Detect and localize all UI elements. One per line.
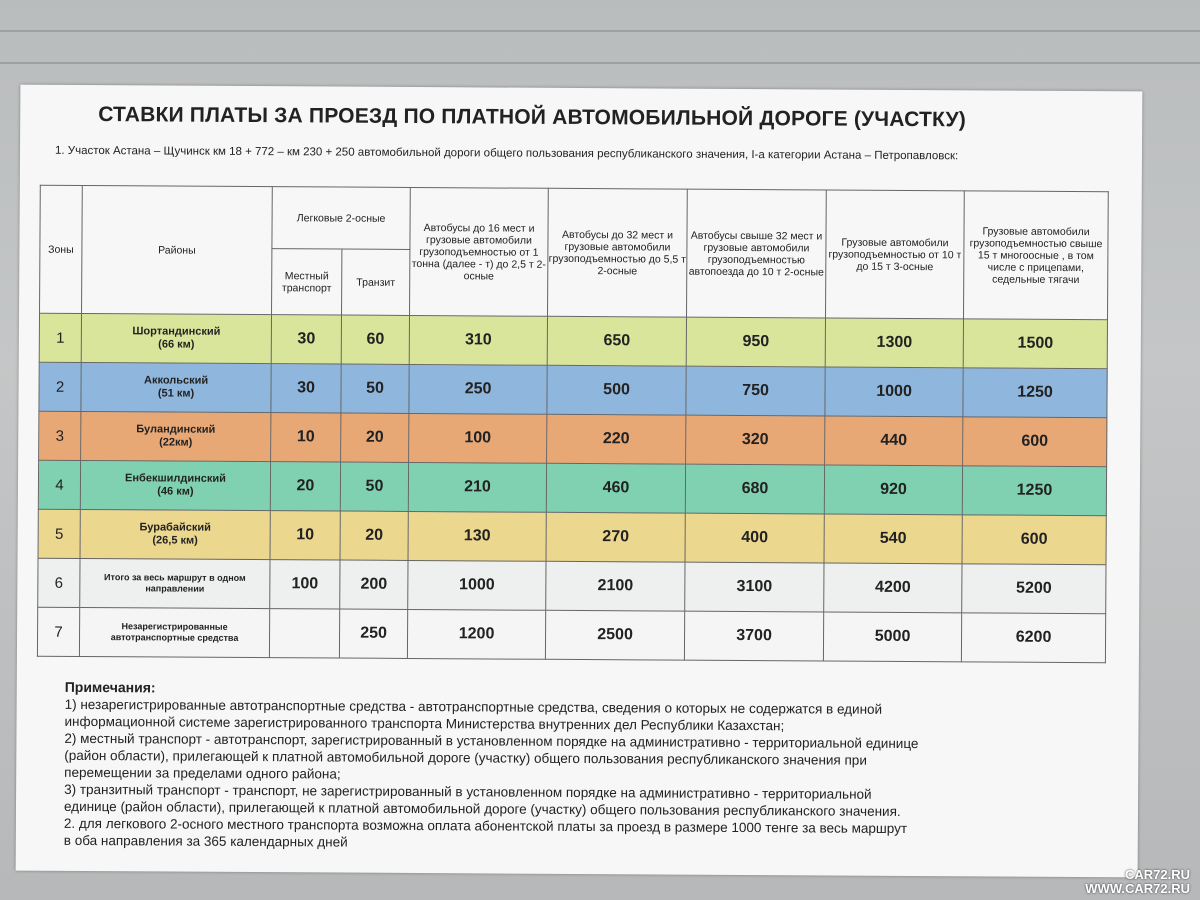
header-cars: Легковые 2-осные <box>272 187 410 250</box>
notes-heading: Примечания: <box>64 678 156 696</box>
truck15-rate-cell: 1500 <box>963 319 1107 369</box>
district-cell <box>79 607 269 657</box>
header-truck15: Грузовые автомобили грузоподъемностью свыше 15 т многоосные , в том числе с прицепами, седельные тягачи <box>964 191 1109 320</box>
district-cell <box>81 313 271 363</box>
district-length: (46 км) <box>157 485 194 498</box>
wall-groove <box>0 30 1200 32</box>
table-row <box>38 509 1106 565</box>
district-cell <box>81 411 271 461</box>
bus32-rate-cell: 2500 <box>545 610 684 660</box>
table-row <box>39 362 1107 418</box>
watermark <box>1085 868 1190 896</box>
transit-rate-cell: 20 <box>341 413 409 462</box>
bus32plus-rate-cell: 680 <box>685 464 824 514</box>
bus32plus-rate-cell: 750 <box>686 366 825 416</box>
truck10-rate-cell: 1000 <box>825 367 963 417</box>
bus32plus-rate-cell: 320 <box>686 415 825 465</box>
sign-subtitle: 1. Участок Астана – Щучинск км 18 + 772 – км 230 + 250 автомобильной дороги общего пользования республиканского значения, I-а категории Астана – Петропавловск: <box>54 144 959 163</box>
district-name: Итого за весь маршрут в одном направлении <box>104 572 246 594</box>
header-bus32: Автобусы до 32 мест и грузовые автомобили грузоподъемностью до 5,5 т 2-осные <box>548 188 688 317</box>
note-line: информационной системе зарегистрированного транспорта Министерства внутренних дел Республики Казахстан; <box>64 713 785 734</box>
table-row <box>39 411 1107 467</box>
bus16-rate-cell: 100 <box>409 413 547 463</box>
truck15-rate-cell: 600 <box>963 417 1107 467</box>
watermark-line2: WWW.CAR72.RU <box>1085 881 1190 896</box>
note-line: в оба направления за 365 календарных дней <box>63 832 348 850</box>
local-rate-cell: 10 <box>270 511 340 560</box>
header-transit: Транзит <box>342 249 410 315</box>
district-length: (51 км) <box>157 387 195 400</box>
bus32plus-rate-cell: 3700 <box>684 611 823 661</box>
transit-rate-cell: 50 <box>340 462 408 511</box>
district-cell <box>80 509 270 559</box>
bus32-rate-cell: 270 <box>546 512 685 562</box>
truck15-rate-cell: 600 <box>962 515 1106 565</box>
table-row <box>37 607 1105 663</box>
district-length: (66 км) <box>158 338 195 351</box>
zone-cell: 6 <box>38 558 80 607</box>
note-line: 2) местный транспорт - автотранспорт, зарегистрированный в установленном порядке на административно - территориальной единице <box>64 730 919 752</box>
header-bus16: Автобусы до 16 мест и грузовые автомобили грузоподъемностью от 1 тонна (далее - т) до 2,5 т 2-осные <box>410 187 549 316</box>
bus16-rate-cell: 310 <box>409 315 547 365</box>
note-line: (район области), прилегающей к платной автомобильной дороге (участку) общего пользования республиканского значения при <box>64 747 867 768</box>
truck15-rate-cell: 5200 <box>962 564 1106 614</box>
local-rate-cell: 30 <box>271 315 341 364</box>
table-row <box>38 558 1106 614</box>
header-bus32plus: Автобусы свыше 32 мест и грузовые автомобили грузоподъемностью автопоезда до 10 т 2-осные <box>687 189 827 318</box>
district-name: Шортандинский <box>132 325 221 338</box>
truck10-rate-cell: 920 <box>824 465 962 515</box>
header-local: Местный транспорт <box>272 249 342 315</box>
truck10-rate-cell: 4200 <box>824 563 962 613</box>
zone-cell: 1 <box>39 313 81 362</box>
watermark-line1: CAR72.RU <box>1124 867 1190 882</box>
truck15-rate-cell: 1250 <box>963 368 1107 418</box>
district-length: (26,5 км) <box>152 534 198 547</box>
truck15-rate-cell: 1250 <box>962 466 1106 516</box>
note-line: перемещении за пределами одного района; <box>64 764 341 782</box>
transit-rate-cell: 20 <box>340 511 408 560</box>
transit-rate-cell: 250 <box>339 609 407 658</box>
zone-cell: 3 <box>39 411 81 460</box>
local-rate-cell: 100 <box>270 560 340 609</box>
district-name: Буландинский <box>136 423 216 436</box>
local-rate-cell: 30 <box>271 364 341 413</box>
bus16-rate-cell: 1200 <box>407 609 545 659</box>
toll-rates-sign <box>16 85 1143 878</box>
district-name: Енбекшилдинский <box>125 472 226 485</box>
district-length: (22км) <box>159 436 193 449</box>
bus32-rate-cell: 2100 <box>546 561 685 611</box>
local-rate-cell: 20 <box>270 462 340 511</box>
zone-cell: 5 <box>38 509 80 558</box>
zone-cell: 2 <box>39 362 81 411</box>
sign-title: СТАВКИ ПЛАТЫ ЗА ПРОЕЗД ПО ПЛАТНОЙ АВТОМОБИЛЬНОЙ ДОРОГЕ (УЧАСТКУ) <box>98 103 967 132</box>
truck10-rate-cell: 440 <box>825 416 963 466</box>
bus16-rate-cell: 130 <box>408 511 546 561</box>
transit-rate-cell: 200 <box>340 560 408 609</box>
bus32-rate-cell: 650 <box>547 316 686 366</box>
bus16-rate-cell: 1000 <box>408 560 546 610</box>
header-districts: Районы <box>82 185 273 314</box>
note-line: 3) транзитный транспорт - транспорт, не зарегистрированный в установленном порядке на административно - территориальной <box>64 781 872 802</box>
district-name: Бурабайский <box>139 521 211 534</box>
table-row <box>39 313 1107 369</box>
bus32-rate-cell: 500 <box>547 365 686 415</box>
header-truck10: Грузовые автомобили грузоподъемностью от 10 т до 15 т 3-осные <box>826 190 965 319</box>
bus32-rate-cell: 220 <box>547 414 686 464</box>
wall-groove <box>0 62 1200 64</box>
truck10-rate-cell: 1300 <box>825 318 963 368</box>
truck10-rate-cell: 540 <box>824 514 962 564</box>
transit-rate-cell: 50 <box>341 364 409 413</box>
notes <box>64 679 1105 855</box>
local-rate-cell <box>269 609 339 658</box>
bus16-rate-cell: 210 <box>408 462 546 512</box>
note-line: 1) незарегистрированные автотранспортные средства - автотранспортные средства, сведения о которых не содержатся в единой <box>64 696 883 717</box>
district-cell <box>80 558 270 608</box>
rates-table <box>37 185 1109 664</box>
header-zones: Зоны <box>40 185 83 313</box>
bus32plus-rate-cell: 950 <box>686 317 825 367</box>
note-line: 2. для легкового 2-осного местного транспорта возможна оплата абонентской платы за проезд в размере 1000 тенге за весь маршрут <box>63 815 908 837</box>
table-row <box>38 460 1106 516</box>
bus32plus-rate-cell: 3100 <box>685 562 824 612</box>
note-line: единице (район области), прилегающей к платной автомобильной дороге (участку) общего пользования республиканского значения. <box>63 798 901 819</box>
bus16-rate-cell: 250 <box>409 364 547 414</box>
zone-cell: 7 <box>37 607 79 656</box>
bus32-rate-cell: 460 <box>546 463 685 513</box>
truck10-rate-cell: 5000 <box>823 612 961 662</box>
district-cell <box>81 362 271 412</box>
bus32plus-rate-cell: 400 <box>685 513 824 563</box>
truck15-rate-cell: 6200 <box>961 613 1105 663</box>
transit-rate-cell: 60 <box>341 315 409 364</box>
zone-cell: 4 <box>38 460 80 509</box>
local-rate-cell: 10 <box>271 413 341 462</box>
district-name: Аккольский <box>143 374 209 387</box>
district-name: Незарегистрированные автотранспортные средства <box>110 621 239 643</box>
district-cell <box>80 460 270 510</box>
